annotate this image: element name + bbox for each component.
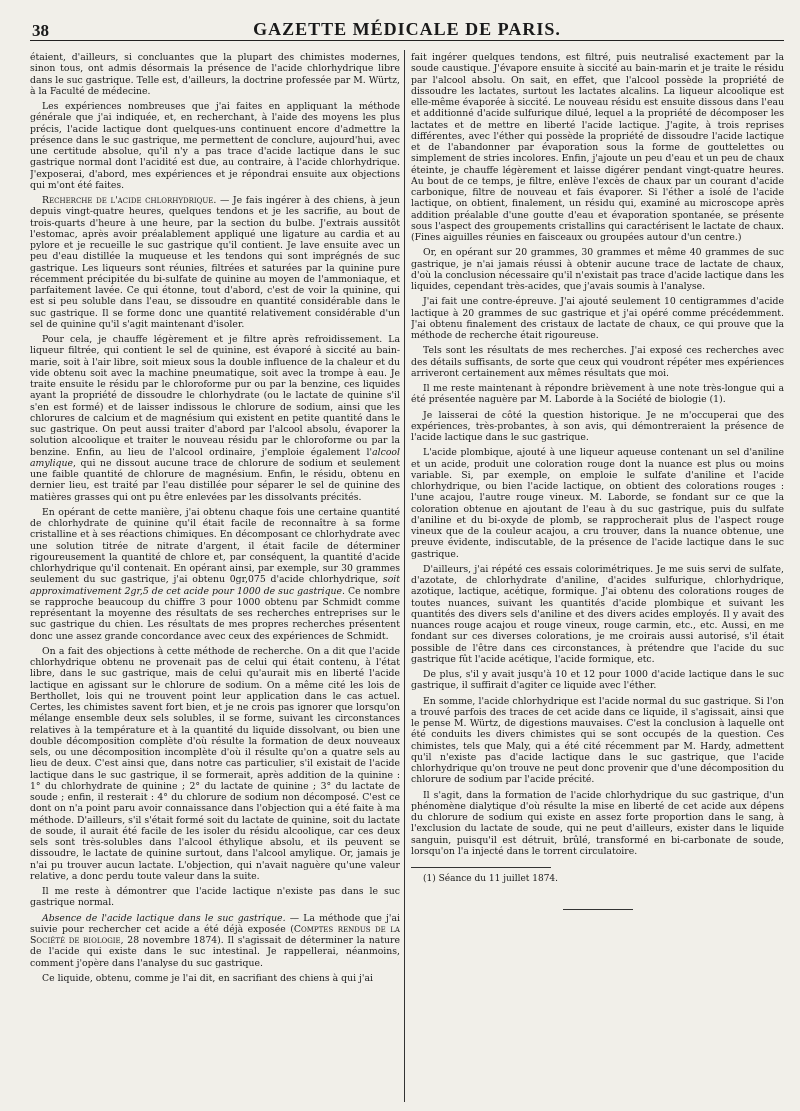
- paragraph: Il me reste maintenant à répondre brièvement à une note très-longue qui a été présentée naguère par M. Laborde à la Société de biologie (1).: [411, 383, 784, 406]
- end-rule: [563, 909, 633, 910]
- footnote: (1) Séance du 11 juillet 1874.: [423, 874, 559, 884]
- paragraph: Les expériences nombreuses que j'ai faites en appliquant la méthode générale que j'ai indiquée, et, en recherchant, à l'aide des moyens les plus précis, l'acide lactique dont quelques-uns continuent encore d'admettre la présence dans le suc gastrique, me permettent de conclure, aujourd'hui, avec une certitude absolue, qu'il n'y a pas trace d'acide lactique dans le suc gastrique normal dont l'acidité est due, au contraire, à l'acide chlorhydrique. J'exposerai, d'abord, mes expériences et je répondrai ensuite aux objections qui m'ont été faites.: [30, 101, 400, 191]
- paragraph: Ce liquide, obtenu, comme je l'ai dit, en sacrifiant des chiens à qui j'ai: [42, 972, 373, 984]
- paragraph: Absence de l'acide lactique dans le suc gastrique. — La méthode que j'ai suivie pour rechercher cet acide a été déjà exposée (Comptes rendus de la Société de biologie, 28 novembre 1874). Il s'agissait de déterminer la nature de l'acide qui existe dans le suc intestinal. Je rappellerai, néanmoins, comment j'opère dans l'analyse du suc gastrique.: [30, 912, 400, 969]
- paragraph: Il s'agit, dans la formation de l'acide chlorhydrique du suc gastrique, d'un phénomène dialytique d'où résulte la mise en liberté de cet acide aux dépens du chlorure de sodium qui existe en assez forte proportion dans le sang, à l'exclusion du lactate de soude, qui ne peut d'ailleurs, exister dans le liquide sanguin, puisqu'il est détruit, brûlé, transformé en bi-carbonate de soude, lorsqu'on l'a injecté dans le torrent circulatoire.: [411, 789, 784, 857]
- page-header: [30, 18, 784, 41]
- paragraph: D'ailleurs, j'ai répété ces essais colorimétriques. Je me suis servi de sulfate, d'azotate, de chlorhydrate d'aniline, d'acides sulfurique, chlorhydrique, azotique, lactique, acétique, formique. J'ai obtenu des colorations rouges de toutes nuances, suivant les quantités d'acide plombique et suivant les quantités des divers sels d'aniline et des divers acides employés. Il y avait des nuances rouge acajou et rouge vineux, rouge carmin, etc., etc. Aussi, en me fondant sur ces diverses colorations, je me croirais aussi autorisé, s'il était possible de l'être dans ces circonstances, à prétendre que l'acide du suc gastrique fût l'acide acétique, l'acide formique, etc.: [411, 563, 784, 665]
- paragraph: En somme, l'acide chlorhydrique est l'acide normal du suc gastrique. Si l'on a trouvé parfois des traces de cet acide dans ce liquide, il s'agissait, ainsi que le pense M. Würtz, de digestions mauvaises. C'est la conclusion à laquelle ont été conduits les divers chimistes qui se sont occupés de la question. Ces chimistes, tels que Maly, qui a été cité récemment par M. Hardy, admettent qu'il n'existe pas d'acide lactique dans le suc gastrique, que l'acide chlorhydrique qu'on trouve ne peut donc provenir que d'une décomposition du chlorure de sodium par l'acide précité.: [411, 695, 784, 786]
- paragraph: L'acide plombique, ajouté à une liqueur aqueuse contenant un sel d'aniline et un acide, produit une coloration rouge dont la nuance est plus ou moins variable. Si, par exemple, on emploie le sulfate d'aniline et l'acide chlorhydrique, ou bien l'acide lactique, on obtient des colorations rouges : l'une acajou, l'autre rouge vineux. M. Laborde, se fondant sur ce que la coloration obtenue en ajoutant de l'eau à du suc gastrique, puis du sulfate d'aniline et du bi-oxyde de plomb, se rapprocherait plus de l'aspect rouge vineux que de la couleur acajou, a cru trouver, dans la nuance obtenue, une preuve évidente, indiscutable, de la présence de l'acide lactique dans le suc gastrique.: [411, 447, 784, 560]
- section-heading: Absence de l'acide lactique dans le suc gastrique.: [42, 912, 286, 924]
- paragraph: On a fait des objections à cette méthode de recherche. On a dit que l'acide chlorhydrique obtenu ne provenait pas de celui qui était contenu, à l'état libre, dans le suc gastrique, mais de celui qu'aurait mis en liberté l'acide lactique en agissant sur le chlorure de sodium. On a même cité les lois de Berthollet, lois qui ne trouvent point leur application dans le cas actuel. Certes, les chimistes savent fort bien, et je ne crois pas ignorer que lorsqu'on mélange ensemble deux sels solubles, il se forme, suivant les circonstances relatives à la température et à la quantité du liquide dissolvant, ou bien une double décomposition complète d'où résulte la formation de deux nouveaux sels, ou une décomposition incomplète d'où il résulte qu'on a quatre sels au lieu de deux. C'est ainsi que, dans notre cas particulier, s'il existait de l'acide lactique dans le suc gastrique, il se formerait, après addition de la quinine : 1° du chlorhydrate de quinine ; 2° du lactate de quinine ; 3° du lactate de soude ; enfin, il resterait : 4° du chlorure de sodium non décomposé. C'est ce dont on n'a point paru avoir connaissance dans l'objection qui a été faite à ma méthode. D'ailleurs, s'il s'était formé soit du lactate de quinine, soit du lactate de soude, il aurait été facile de les isoler du résidu alcoolique, car ces deux sels sont très-solubles dans l'alcool éthylique absolu, et ils peuvent se dissoudre, le lactate de quinine surtout, dans l'alcool amylique. Or, jamais je n'ai pu trouver aucun lactate. L'objection, qui n'avait naguère qu'une valeur relative, a donc perdu toute valeur dans la suite.: [30, 645, 400, 882]
- paragraph: étaient, d'ailleurs, si concluantes que la plupart des chimistes modernes, sinon tous, ont admis désormais la présence de l'acide chlorhydrique libre dans le suc gastrique. Telle est, d'ailleurs, la doctrine professée par M. Würtz, à la Faculté de médecine.: [30, 52, 400, 97]
- page-number: 38: [32, 21, 49, 40]
- footnote-divider: [411, 867, 551, 868]
- paragraph: En opérant de cette manière, j'ai obtenu chaque fois une certaine quantité de chlorhydrate de quinine qu'il était facile de reconnaître à sa forme cristalline et à ses réactions chimiques. En décomposant ce chlorhydrate avec une solution titrée de nitrate d'argent, il était facile de déterminer rigoureusement la quantité de chlore et, par conséquent, la quantité d'acide chlorhydrique qu'il contenait. En opérant ainsi, par exemple, sur 30 grammes seulement du suc gastrique, j'ai obtenu 0gr,075 d'acide chlorhydrique, soit approximativement 2gr,5 de cet acide pour 1000 de suc gastrique. Ce nombre se rapproche beaucoup du chiffre 3 pour 1000 obtenu par Schmidt comme représentant la moyenne des résultats de ses recherches entreprises sur le suc gastrique du chien. Les résultats de mes propres recherches présentent donc une assez grande concordance avec ceux des expériences de Schmidt.: [30, 506, 400, 642]
- column-divider: [404, 50, 405, 1102]
- paragraph: fait ingérer quelques tendons, est filtré, puis neutralisé exactement par la soude caustique. J'évapore ensuite à siccité au bain-marin et je traite le résidu par l'alcool absolu. On sait, en effet, que l'alcool possède la propriété de dissoudre les lactates, surtout les lactates alcalins. La liqueur alcoolique est elle-même évaporée à siccité. Le nouveau résidu est ensuite dissous dans l'eau et additionné d'acide sulfurique dilué, lequel a la propriété de décomposer les lactates et de mettre en liberté l'acide lactique. J'agite, à trois reprises différentes, avec l'éther qui possède la propriété de dissoudre l'acide lactique et de l'abandonner par évaporation sous la forme de gouttelettes ou simplement de stries incolores. Enfin, j'ajoute un peu d'eau et un peu de chaux éteinte, je chauffe légèrement et laisse digérer pendant vingt-quatre heures. Au bout de ce temps, je filtre, enlève l'excès de chaux par un courant d'acide carbonique, filtre de nouveau et fais évaporer. Si l'éther a isolé de l'acide lactique, on obtient, finalement, un résidu qui, examiné au microscope après addition préalable d'une goutte d'eau et évaporation spontanée, se présente sous l'aspect des groupements cristallins qui caractérisent le lactate de chaux. (Fines aiguilles réunies en faisceaux ou groupées autour d'un centre.): [411, 52, 784, 243]
- left-column: [30, 52, 400, 1104]
- paragraph: Il me reste à démontrer que l'acide lactique n'existe pas dans le suc gastrique normal.: [30, 886, 400, 909]
- paragraph: Tels sont les résultats de mes recherches. J'ai exposé ces recherches avec des détails suffisants, de sorte que ceux qui voudront répéter mes expériences arriveront certainement aux mêmes résultats que moi.: [411, 345, 784, 379]
- paragraph: J'ai fait une contre-épreuve. J'ai ajouté seulement 10 centigrammes d'acide lactique à 20 grammes de suc gastrique et j'ai opéré comme précédemment. J'ai obtenu finalement des cristaux de lactate de chaux, ce qui prouve que la méthode de recherche était rigoureuse.: [411, 296, 784, 341]
- right-column: [411, 52, 784, 1104]
- paragraph: Pour cela, je chauffe légèrement et je filtre après refroidissement. La liqueur filtrée, qui contient le sel de quinine, est évaporé à siccité au bain-marie, soit à l'air libre, soit mieux sous la double influence de la chaleur et du vide obtenu soit avec la machine pneumatique, soit avec la trompe à eau. Je traite ensuite le résidu par le chloroforme pur ou par la benzine, ces liquides ayant la propriété de dissoudre le chlorhydrate (ou le lactate de quinine s'il s'en est formé) et de laisser indissous le chlorure de sodium, ainsi que les chlorures de calcium et de magnésium qui existent en petite quantité dans le suc gastrique. On peut aussi traiter d'abord par l'alcool absolu, évaporer la solution alcoolique et traiter le nouveau résidu par le chloroforme ou par la benzine. Enfin, au lieu de l'alcool ordinaire, j'emploie également l'alcool amylique, qui ne dissout aucune trace de chlorure de sodium et seulement une faible quantité de chlorure de magnésium. Enfin, le résidu, obtenu en dernier lieu, est traité par l'eau distillée pour séparer le sel de quinine des matières grasses qui ont pu être enlevées par les dissolvants précités.: [30, 334, 400, 503]
- paragraph: Je laisserai de côté la question historique. Je ne m'occuperai que des expériences, très-probantes, à son avis, qui démontreraient la présence de l'acide lactique dans le suc gastrique.: [411, 409, 784, 443]
- paragraph: Recherche de l'acide chlorhydrique. — Je fais ingérer à des chiens, à jeun depuis vingt-quatre heures, quelques tendons et je les sacrifie, au bout de trois-quarts d'heure à une heure, par la section du bulbe. J'extrais aussitôt l'estomac, après avoir préalablement appliqué une ligature au cardia et au pylore et je recueille le suc gastrique qu'il contient. Je lave ensuite avec un peu d'eau distillée la muqueuse et les tendons qui sont imprégnés de suc gastrique. Les liqueurs sont réunies, filtrées et saturées par la quinine pure récemment précipitée du bi-sulfate de quinine au moyen de l'ammoniaque, et parfaitement lavée. Ce qui étonne, tout d'abord, c'est de voir la quinine, qui est si peu soluble dans l'eau, se dissoudre en quantité considérable dans le suc gastrique. Il se forme donc une quantité relativement considérable d'un sel de quinine qu'il s'agit maintenant d'isoler.: [30, 195, 400, 330]
- paragraph: De plus, s'il y avait jusqu'à 10 et 12 pour 1000 d'acide lactique dans le suc gastrique, il suffirait d'agiter ce liquide avec l'éther.: [411, 669, 784, 692]
- paragraph: Or, en opérant sur 20 grammes, 30 grammes et même 40 grammes de suc gastrique, je n'ai jamais réussi à obtenir aucune trace de lactate de chaux, d'où la conclusion nécessaire qu'il n'existait pas trace d'acide lactique dans les liquides, cependant très-acides, que j'avais soumis à l'analyse.: [411, 247, 784, 292]
- journal-title: GAZETTE MÉDICALE DE PARIS.: [253, 19, 561, 39]
- section-heading: Recherche de l'acide chlorhydrique.: [42, 195, 217, 206]
